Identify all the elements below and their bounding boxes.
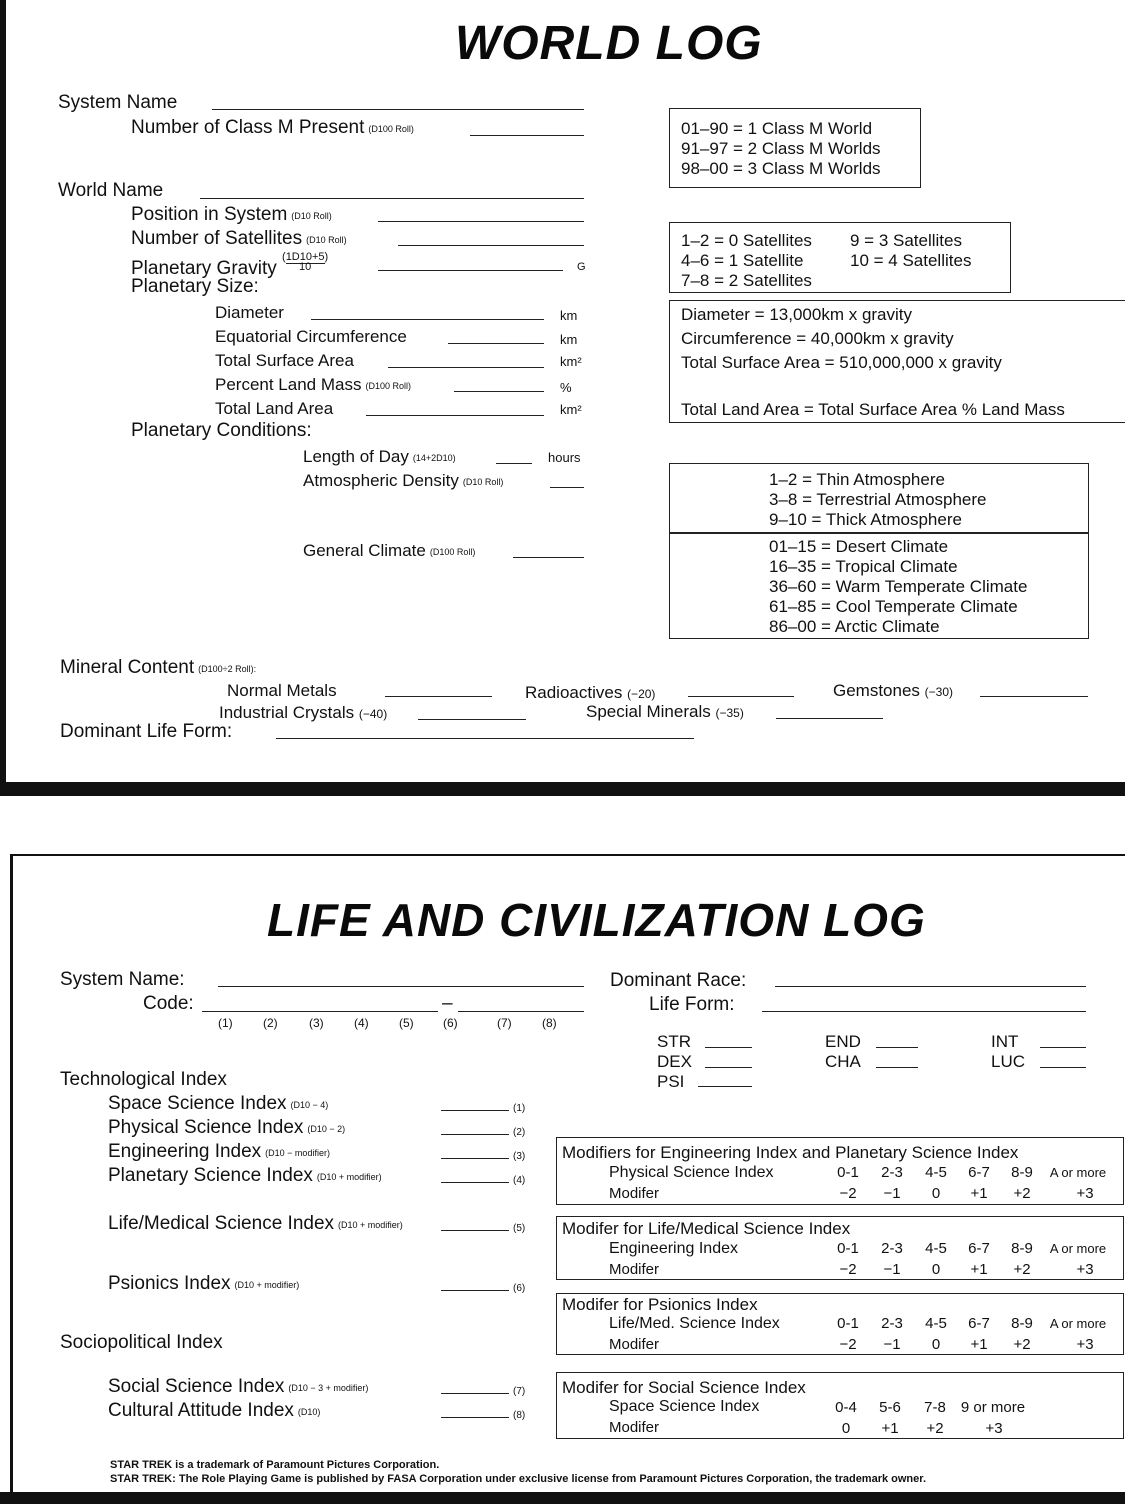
lifemed-index-field[interactable] (441, 1230, 509, 1231)
footer-trademark: STAR TREK is a trademark of Paramount Pictures Corporation. (110, 1459, 440, 1471)
land-mass-unit: % (560, 380, 572, 395)
radioactives-field[interactable] (688, 696, 794, 697)
life-log-left-border (10, 854, 13, 1504)
stat-cha-field[interactable] (876, 1067, 918, 1068)
mod2-mod: −2 (839, 1261, 857, 1278)
physical-index-label: Physical Science Index (D10 − 2) (108, 1117, 346, 1138)
life-form-field[interactable] (276, 738, 694, 739)
mod4-range: 7-8 (924, 1399, 946, 1416)
size-row: Circumference = 40,000km x gravity (681, 329, 954, 348)
atmo-row: 1–2 = Thin Atmosphere (769, 470, 945, 489)
mod4-range: 5-6 (879, 1399, 901, 1416)
land-area-label: Total Land Area (215, 399, 334, 418)
mod3-mod: −1 (883, 1336, 901, 1353)
code-field-left[interactable] (202, 1011, 438, 1012)
planetary-index-field[interactable] (441, 1182, 509, 1183)
sat-row: 1–2 = 0 Satellites (681, 231, 812, 250)
space-index-field[interactable] (441, 1110, 509, 1111)
physical-index-num: (2) (513, 1127, 526, 1138)
satellite-table-right (850, 231, 971, 271)
mod3-grid (830, 1315, 1110, 1355)
mod3-range: 6-7 (968, 1315, 990, 1332)
stat-end-label: END (825, 1032, 861, 1051)
life-log-title: LIFE AND CIVILIZATION LOG (267, 894, 926, 946)
mod1-range: 8-9 (1011, 1164, 1033, 1181)
gravity-formula-num: 1D10+5 (285, 251, 325, 263)
mod1-row2-label: Modifer (609, 1185, 660, 1202)
normal-metals-label: Normal Metals (227, 681, 337, 700)
mod2-range: 4-5 (925, 1240, 947, 1257)
atmo-row: 9–10 = Thick Atmosphere (769, 510, 962, 529)
mod1-grid (830, 1164, 1110, 1204)
mod1-mod: −2 (839, 1185, 857, 1202)
mod4-row2-label: Modifer (609, 1419, 660, 1436)
mod1-mod: +3 (1076, 1185, 1094, 1202)
stat-psi-field[interactable] (698, 1086, 752, 1087)
world-name-field[interactable] (200, 198, 584, 199)
system-name-field[interactable] (212, 109, 584, 110)
mod1-range: A or more (1049, 1165, 1107, 1180)
gravity-field[interactable] (378, 270, 563, 271)
code-num: (8) (542, 1016, 557, 1030)
mod1-mod: +1 (970, 1185, 988, 1202)
sat-row: 4–6 = 1 Satellite (681, 251, 804, 270)
sat-row: 10 = 4 Satellites (850, 251, 972, 270)
satellite-table-left (681, 231, 812, 291)
mod2-row1-label: Engineering Index (609, 1240, 738, 1257)
atmosphere-label: Atmospheric Density (D10 Roll) (303, 471, 504, 490)
climate-row: 86–00 = Arctic Climate (769, 617, 940, 636)
size-label: Planetary Size: (131, 276, 259, 297)
mod2-range: 8-9 (1011, 1240, 1033, 1257)
code-field-right[interactable] (458, 1011, 584, 1012)
climate-row: 16–35 = Tropical Climate (769, 557, 958, 576)
gemstones-field[interactable] (980, 696, 1088, 697)
mod1-mod: −1 (883, 1185, 901, 1202)
special-label: Special Minerals (−35) (586, 702, 744, 721)
mod3-range: A or more (1049, 1316, 1107, 1331)
mod4-title: Modifer for Social Science Index (562, 1378, 806, 1397)
land-mass-field[interactable] (454, 391, 544, 392)
class-m-field[interactable] (470, 135, 584, 136)
atmosphere-field[interactable] (550, 487, 584, 488)
satellites-field[interactable] (398, 245, 584, 246)
space-index-label: Space Science Index (D10 − 4) (108, 1093, 329, 1114)
life-system-name-label: System Name: (60, 969, 185, 990)
social-index-label: Social Science Index (D10 − 3 + modifier) (108, 1376, 369, 1397)
life-log-top-border (10, 854, 1125, 856)
diameter-unit: km (560, 308, 578, 323)
climate-row: 61–85 = Cool Temperate Climate (769, 597, 1018, 616)
land-mass-label: Percent Land Mass (D100 Roll) (215, 375, 411, 394)
system-name-label: System Name (58, 92, 178, 113)
size-table-rows (681, 303, 1065, 422)
atmosphere-table-divider (669, 532, 1089, 534)
position-field[interactable] (378, 221, 584, 222)
world-log-title: WORLD LOG (455, 17, 763, 70)
atmosphere-table-rows (769, 470, 987, 530)
social-index-num: (7) (513, 1386, 526, 1397)
mod2-range: 2-3 (881, 1240, 903, 1257)
cultural-index-num: (8) (513, 1410, 526, 1421)
code-num: (5) (399, 1016, 414, 1030)
stat-dex-label: DEX (657, 1052, 692, 1071)
mod3-range: 0-1 (837, 1315, 859, 1332)
mod2-range: 6-7 (968, 1240, 990, 1257)
day-length-field[interactable] (496, 463, 532, 464)
climate-row: 01–15 = Desert Climate (769, 537, 949, 556)
planetary-index-num: (4) (513, 1175, 526, 1186)
mod2-mod: −1 (883, 1261, 901, 1278)
life-form-field-2[interactable] (762, 1011, 1086, 1012)
mod3-mod: +2 (1013, 1336, 1031, 1353)
code-num: (2) (263, 1016, 278, 1030)
stat-dex-field[interactable] (705, 1067, 752, 1068)
mod2-mod: +3 (1076, 1261, 1094, 1278)
life-system-name-field[interactable] (218, 986, 584, 987)
stat-luc-field[interactable] (1040, 1067, 1086, 1068)
code-num: (1) (218, 1016, 233, 1030)
stat-str-label: STR (657, 1032, 691, 1051)
gravity-label: Planetary Gravity (1D10+5) 10 (131, 251, 329, 279)
lifemed-index-label: Life/Medical Science Index (D10 + modifier) (108, 1213, 403, 1234)
stat-end-field[interactable] (876, 1047, 918, 1048)
engineering-index-label: Engineering Index (D10 − modifier) (108, 1141, 330, 1162)
world-log-left-border (0, 0, 6, 796)
class-m-row: 91–97 = 2 Class M Worlds (681, 139, 881, 158)
mod3-row1-label: Life/Med. Science Index (609, 1315, 780, 1332)
stat-cha-label: CHA (825, 1052, 861, 1071)
space-index-num: (1) (513, 1103, 526, 1114)
mod4-range: 9 or more (960, 1399, 1026, 1416)
code-num: (7) (497, 1016, 512, 1030)
diameter-field[interactable] (311, 319, 544, 320)
mod2-mod: +1 (970, 1261, 988, 1278)
mod3-range: 2-3 (881, 1315, 903, 1332)
mod2-range: A or more (1049, 1241, 1107, 1256)
stat-int-field[interactable] (1040, 1047, 1086, 1048)
special-field[interactable] (776, 718, 883, 719)
mod3-mod: 0 (931, 1336, 941, 1353)
tech-index-label: Technological Index (60, 1069, 227, 1090)
conditions-label: Planetary Conditions: (131, 420, 312, 441)
life-log-bottom-border (0, 1492, 1125, 1504)
mod3-mod: +3 (1076, 1336, 1094, 1353)
sat-row: 9 = 3 Satellites (850, 231, 962, 250)
mod3-range: 4-5 (925, 1315, 947, 1332)
size-row: Total Surface Area = 510,000,000 x gravity (681, 353, 1002, 372)
mod3-mod: −2 (839, 1336, 857, 1353)
cultural-index-label: Cultural Attitude Index (D10) (108, 1400, 321, 1421)
climate-field[interactable] (513, 557, 584, 558)
mod3-title: Modifer for Psionics Index (562, 1295, 758, 1314)
life-form-label-2: Life Form: (649, 994, 735, 1015)
size-row: Total Land Area = Total Surface Area % Land Mass (681, 400, 1065, 419)
gravity-unit: G (577, 261, 586, 273)
mod3-range: 8-9 (1011, 1315, 1033, 1332)
circumference-unit: km (560, 332, 578, 347)
size-row: Diameter = 13,000km x gravity (681, 305, 913, 324)
physical-index-field[interactable] (441, 1134, 509, 1135)
mod4-grid (828, 1399, 1028, 1439)
climate-label: General Climate (D100 Roll) (303, 541, 476, 560)
mod1-mod: 0 (931, 1185, 941, 1202)
footer-license: STAR TREK: The Role Playing Game is published by FASA Corporation under exclusive license from Paramount Pictures Corporation, the trademark owner. (110, 1473, 927, 1485)
psionics-index-label: Psionics Index (D10 + modifier) (108, 1273, 300, 1294)
mod1-title: Modifiers for Engineering Index and Planetary Science Index (562, 1143, 1019, 1162)
land-area-unit: km² (560, 402, 582, 417)
mod3-mod: +1 (970, 1336, 988, 1353)
circumference-label: Equatorial Circumference (215, 327, 407, 346)
socio-index-label: Sociopolitical Index (60, 1332, 223, 1353)
dominant-race-field[interactable] (775, 986, 1086, 987)
mod2-title: Modifer for Life/Medical Science Index (562, 1219, 851, 1238)
code-label: Code: (143, 993, 194, 1014)
code-dash: – (442, 993, 453, 1014)
sat-row: 7–8 = 2 Satellites (681, 271, 812, 290)
atmo-row: 3–8 = Terrestrial Atmosphere (769, 490, 987, 509)
life-form-label: Dominant Life Form: (60, 721, 233, 742)
industrial-label: Industrial Crystals (−40) (219, 703, 388, 722)
climate-table-rows (769, 537, 1027, 637)
stat-int-label: INT (991, 1032, 1019, 1051)
day-length-unit: hours (548, 450, 581, 465)
engineering-index-num: (3) (513, 1151, 526, 1162)
gemstones-label: Gemstones (−30) (833, 681, 954, 700)
mod4-mod: +1 (881, 1420, 899, 1437)
climate-row: 36–60 = Warm Temperate Climate (769, 577, 1028, 596)
mod1-range: 2-3 (881, 1164, 903, 1181)
land-area-field[interactable] (366, 415, 544, 416)
class-m-label: Number of Class M Present (D100 Roll) (131, 117, 414, 138)
mod1-range: 6-7 (968, 1164, 990, 1181)
mod4-mod: +2 (926, 1420, 944, 1437)
stat-str-field[interactable] (705, 1047, 752, 1048)
stat-luc-label: LUC (991, 1052, 1026, 1071)
psionics-index-num: (6) (513, 1283, 526, 1294)
mineral-label: Mineral Content (D100÷2 Roll): (60, 657, 257, 678)
cultural-index-field[interactable] (441, 1417, 509, 1418)
planetary-index-label: Planetary Science Index (D10 + modifier) (108, 1165, 382, 1186)
diameter-label: Diameter (215, 303, 284, 322)
circumference-field[interactable] (448, 343, 544, 344)
mod1-row1-label: Physical Science Index (609, 1164, 774, 1181)
social-index-field[interactable] (441, 1393, 509, 1394)
lifemed-index-num: (5) (513, 1223, 526, 1234)
stat-psi-label: PSI (657, 1072, 685, 1091)
mod4-mod: +3 (985, 1420, 1003, 1437)
mod4-range: 0-4 (835, 1399, 857, 1416)
code-num: (3) (309, 1016, 324, 1030)
mod4-row1-label: Space Science Index (609, 1398, 760, 1415)
engineering-index-field[interactable] (441, 1158, 509, 1159)
mod2-mod: +2 (1013, 1261, 1031, 1278)
class-m-row: 01–90 = 1 Class M World (681, 119, 873, 138)
surface-area-unit: km² (560, 354, 582, 369)
mod2-row2-label: Modifer (609, 1261, 660, 1278)
mod2-mod: 0 (931, 1261, 941, 1278)
normal-metals-field[interactable] (385, 696, 492, 697)
code-num: (6) (443, 1016, 458, 1030)
class-m-row: 98–00 = 3 Class M Worlds (681, 159, 881, 178)
surface-area-field[interactable] (388, 367, 544, 368)
mod1-range: 4-5 (925, 1164, 947, 1181)
dominant-race-label: Dominant Race: (610, 970, 747, 991)
mod2-range: 0-1 (837, 1240, 859, 1257)
position-label: Position in System (D10 Roll) (131, 204, 332, 225)
day-length-label: Length of Day (14+2D10) (303, 447, 456, 466)
mod3-row2-label: Modifer (609, 1336, 660, 1353)
world-name-label: World Name (58, 180, 164, 201)
psionics-index-field[interactable] (441, 1290, 509, 1291)
satellites-label: Number of Satellites (D10 Roll) (131, 228, 347, 249)
industrial-field[interactable] (418, 719, 526, 720)
gravity-formula-den: 10 (298, 261, 312, 273)
surface-area-label: Total Surface Area (215, 351, 354, 370)
mod4-mod: 0 (841, 1420, 851, 1437)
world-log-bottom-border (0, 782, 1125, 796)
radioactives-label: Radioactives (−20) (525, 683, 656, 702)
class-m-table-rows (681, 119, 881, 179)
code-num: (4) (354, 1016, 369, 1030)
mod2-grid (830, 1240, 1110, 1280)
mod1-mod: +2 (1013, 1185, 1031, 1202)
mod1-range: 0-1 (837, 1164, 859, 1181)
